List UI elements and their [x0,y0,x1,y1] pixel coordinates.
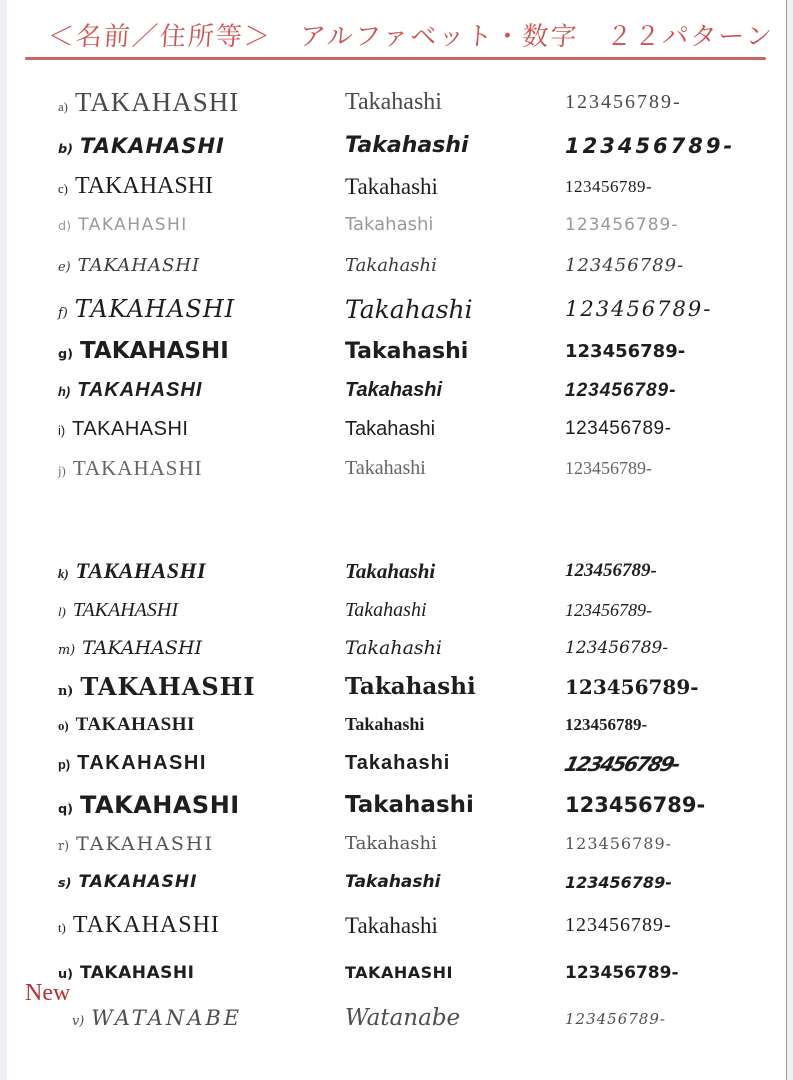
numbers-sample: 123456789- [565,457,652,478]
numbers-sample: 123456789- [565,297,713,321]
font-sample-row [58,167,793,206]
pattern-label: s) [58,876,72,891]
name-mixedcase: Watanabe [345,1005,461,1031]
pattern-label: t) [58,921,66,935]
numbers-sample: 123456789- [565,133,736,158]
font-sample-row [58,410,793,448]
pattern-label: q) [58,801,74,817]
name-uppercase: TAKAHASHI [77,379,203,401]
name-mixedcase: Takahashi [345,833,437,854]
name-uppercase: TAKAHASHI [74,295,236,323]
name-uppercase: TAKAHASHI [79,962,195,983]
font-sample-row [58,371,793,410]
name-uppercase-cell [58,833,345,855]
name-mixedcase: Takahashi [345,637,442,659]
name-uppercase-cell [58,558,345,584]
pattern-label: j) [58,463,66,478]
numbers-cell [565,600,793,621]
name-uppercase: TAKAHASHI [80,672,256,701]
name-uppercase: TAKAHASHI [72,417,189,440]
name-mixedcase: Takahashi [345,88,442,115]
font-sample-row [58,550,793,592]
name-mixedcase: Takahashi [345,558,436,583]
pattern-label: d) [58,218,72,234]
numbers-cell [565,255,793,276]
pattern-label: g) [58,347,74,362]
name-uppercase-cell [58,963,345,983]
name-uppercase-cell [58,791,345,819]
numbers-sample: 123456789- [565,254,685,276]
numbers-cell [565,418,793,440]
numbers-cell [565,380,793,402]
pattern-label: c) [58,182,68,196]
name-uppercase-cell [58,173,345,200]
name-uppercase-cell [58,599,345,622]
font-sample-row [58,949,793,996]
name-mixedcase: Takahashi [345,214,434,235]
name-uppercase-cell [58,134,345,158]
numbers-sample: 123456789- [565,340,686,362]
name-uppercase: WATANABE [91,1006,243,1030]
name-uppercase: TAKAHASHI [72,912,220,938]
name-mixedcase: Takahashi [345,379,443,401]
name-uppercase: TAKAHASHI [82,637,203,659]
name-mixedcase: Takahashi [345,338,469,364]
numbers-sample: 123456789- [565,560,657,581]
name-mixedcase: Takahashi [345,912,438,938]
numbers-sample: 123456789- [565,600,652,620]
font-sample-row [58,667,793,706]
numbers-cell [565,560,793,582]
name-mixedcase: Takahashi [345,456,426,479]
font-sample-row [58,124,793,167]
font-sample-row [58,80,793,124]
name-uppercase: TAKAHASHI [77,254,201,276]
name-uppercase: TAKAHASHI [78,214,188,235]
numbers-sample: 123456789- [565,914,672,936]
name-mixedcase: Takahashi [345,133,469,158]
numbers-cell [565,914,793,937]
name-uppercase: TAKAHASHI [78,872,198,892]
pattern-label: f) [58,306,68,321]
numbers-sample: 123456789- [565,962,679,983]
numbers-cell [565,177,793,197]
title-underline [25,57,766,60]
numbers-sample: 123456789- [565,872,672,892]
sample-rows [0,80,793,1040]
name-uppercase-cell [58,456,345,481]
numbers-sample: 123456789- [565,379,677,401]
font-sample-row [58,743,793,784]
name-mixedcase: Takahashi [345,791,474,818]
numbers-cell [565,675,793,699]
name-mixedcase: Takahashi [345,872,441,892]
name-uppercase: TAKAHASHI [72,455,203,480]
font-sample-row [58,592,793,629]
pattern-label: k) [58,567,69,581]
numbers-sample: 123456789- [565,90,682,113]
font-sample-row [58,862,793,902]
name-uppercase: TAKAHASHI [75,558,207,583]
name-uppercase: TAKAHASHI [74,173,214,199]
numbers-sample: 123456789- [565,1009,666,1028]
name-mixedcase: Takahashi [345,294,473,324]
pattern-label: v) [72,1014,85,1029]
name-uppercase: TAKAHASHI [77,752,207,774]
name-uppercase-cell [58,255,345,276]
pattern-label: u) [58,966,73,982]
pattern-label: a) [58,99,68,114]
numbers-sample: 123456789- [562,751,682,776]
numbers-sample: 123456789- [565,674,699,699]
numbers-cell [565,873,793,892]
name-uppercase-cell [58,912,345,939]
pattern-label: l) [58,605,66,619]
numbers-sample: 123456789- [565,792,706,817]
pattern-label: m) [58,643,76,658]
name-mixedcase: Takahashi [345,714,425,734]
name-uppercase-cell [58,1006,345,1030]
numbers-cell [565,91,793,114]
name-uppercase-cell [58,379,345,402]
numbers-cell [562,751,793,776]
numbers-sample: 123456789- [565,714,648,734]
name-mixedcase: TAKAHASHI [345,963,453,982]
font-sample-row [58,243,793,287]
pattern-label: b) [58,141,74,157]
pattern-label: n) [58,684,74,699]
numbers-cell [565,215,793,235]
name-uppercase-cell [58,87,345,118]
numbers-cell [565,715,793,735]
numbers-cell [565,1009,793,1028]
numbers-cell [565,638,793,658]
numbers-sample: 123456789- [565,214,679,235]
name-mixedcase: Takahashi [345,254,437,276]
name-uppercase: TAKAHASHI [74,86,240,117]
numbers-sample: 123456789- [565,638,669,658]
numbers-cell [565,341,793,362]
numbers-cell [565,297,793,321]
name-mixedcase: Takahashi [345,173,438,199]
font-sample-row [58,287,793,331]
pattern-label: i) [58,422,66,438]
name-uppercase-cell [58,752,345,775]
pattern-label: o) [58,718,69,733]
name-uppercase-cell [58,672,345,701]
name-uppercase-cell [58,637,345,659]
numbers-cell [565,963,793,983]
font-sample-row [58,706,793,743]
name-uppercase: TAKAHASHI [72,599,179,621]
new-badge: New [25,980,71,1006]
numbers-cell [565,834,793,853]
pattern-label: e) [58,259,71,275]
name-uppercase-cell [58,338,345,364]
name-mixedcase: Takahashi [345,417,436,440]
name-uppercase-cell [58,714,345,736]
name-uppercase-cell [58,872,345,892]
font-sample-row [58,331,793,371]
name-uppercase-cell [58,215,345,235]
font-sample-row [58,448,793,488]
name-uppercase: TAKAHASHI [76,832,215,855]
font-sample-row [58,825,793,862]
font-sample-row [58,206,793,243]
font-sample-row [58,902,793,949]
font-sample-row [58,629,793,667]
name-uppercase-cell [58,418,345,441]
name-mixedcase: Takahashi [345,673,476,700]
pattern-label: r) [58,838,70,854]
font-sample-row [25,980,793,1040]
name-mixedcase: Takahashi [345,752,451,774]
name-uppercase: TAKAHASHI [80,338,229,364]
numbers-cell [565,458,793,479]
name-uppercase: TAKAHASHI [75,713,195,735]
pattern-label: h) [58,384,71,399]
page-title: ＜名前／住所等＞ アルファベット・数字 ２２パターン [46,22,775,52]
name-uppercase: TAKAHASHI [80,133,225,158]
numbers-cell [565,134,793,158]
numbers-sample: 123456789- [565,176,653,196]
numbers-sample: 123456789- [565,834,673,853]
pattern-label: p) [58,757,71,772]
name-mixedcase: Takahashi [345,599,427,621]
numbers-cell [565,793,793,817]
name-uppercase-cell [58,295,345,323]
name-uppercase: TAKAHASHI [80,790,240,819]
numbers-sample: 123456789- [565,418,672,439]
font-sample-row [58,784,793,825]
